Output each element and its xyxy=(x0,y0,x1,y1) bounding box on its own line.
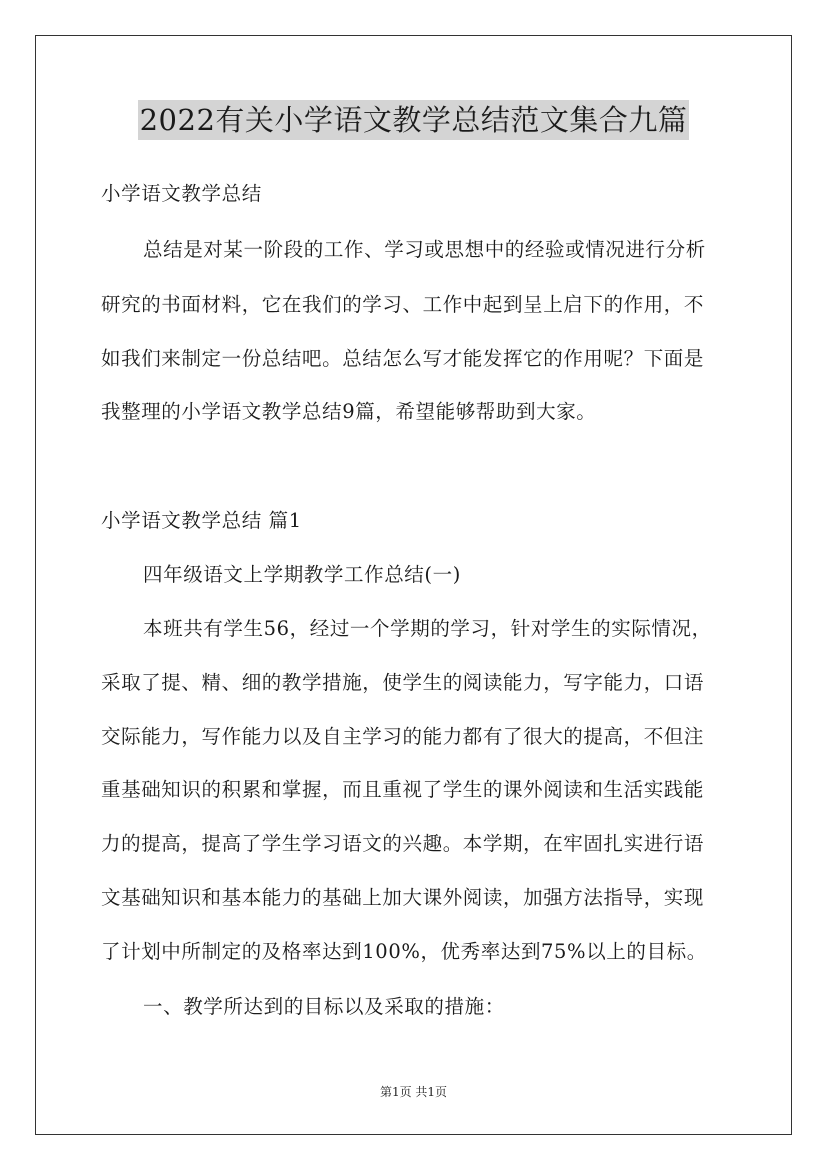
section-heading: 小学语文教学总结 篇1 xyxy=(101,509,302,532)
body-line: 交际能力，写作能力以及自主学习的能力都有了很大的提高，不但注 xyxy=(101,725,705,748)
intro-line: 我整理的小学语文教学总结9篇，希望能够帮助到大家。 xyxy=(101,400,597,423)
intro-line: 如我们来制定一份总结吧。总结怎么写才能发挥它的作用呢？下面是 xyxy=(101,347,705,370)
body-line: 重基础知识的积累和掌握，而且重视了学生的课外阅读和生活实践能 xyxy=(101,778,705,801)
intro-line: 总结是对某一阶段的工作、学习或思想中的经验或情况进行分析 xyxy=(143,238,706,261)
list-heading: 一、教学所达到的目标以及采取的措施： xyxy=(143,995,505,1018)
intro-line: 研究的书面材料，它在我们的学习、工作中起到呈上启下的作用，不 xyxy=(101,293,705,316)
section-subtitle: 四年级语文上学期教学工作总结(一) xyxy=(143,563,461,586)
body-line: 本班共有学生56，经过一个学期的学习，针对学生的实际情况， xyxy=(143,617,712,640)
body-line: 力的提高，提高了学生学习语文的兴趣。本学期，在牢固扎实进行语 xyxy=(101,832,705,855)
body-line: 了计划中所制定的及格率达到100%，优秀率达到75%以上的目标。 xyxy=(101,940,707,963)
page-footer: 第1页 共1页 xyxy=(379,1085,448,1099)
body-line: 文基础知识和基本能力的基础上加大课外阅读，加强方法指导，实现 xyxy=(101,886,705,909)
title-container xyxy=(0,100,827,140)
body-line: 采取了提、精、细的教学措施，使学生的阅读能力，写字能力，口语 xyxy=(101,671,705,694)
document-title: 2022有关小学语文教学总结范文集合九篇 xyxy=(138,100,690,140)
document-heading: 小学语文教学总结 xyxy=(101,182,262,205)
